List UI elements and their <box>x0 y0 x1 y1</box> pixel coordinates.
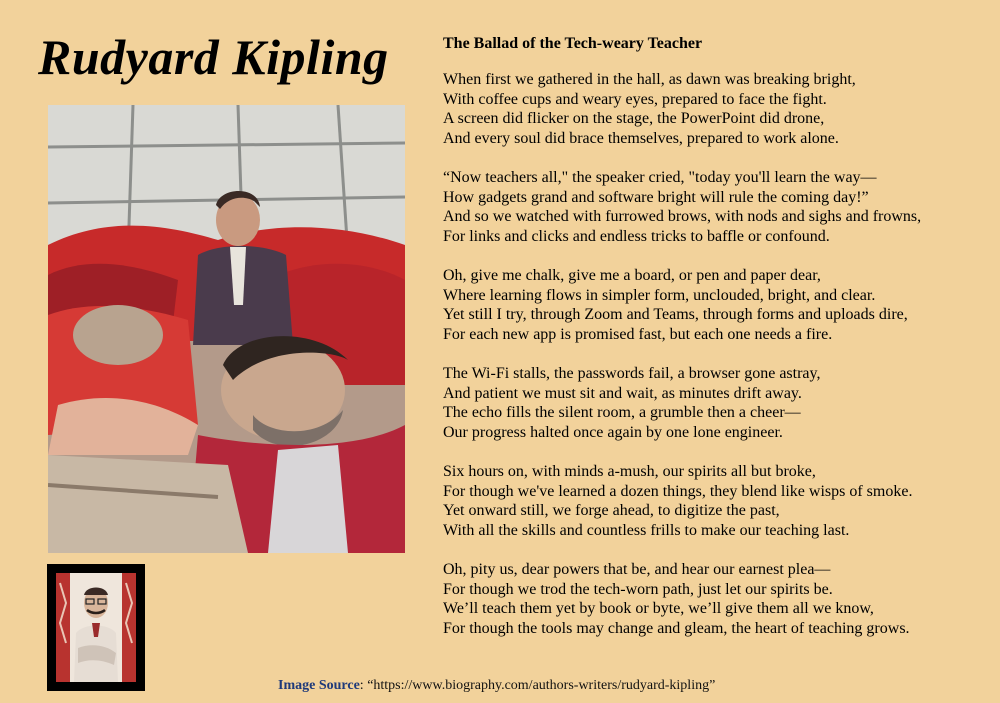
poem-stanza-3 <box>443 266 993 344</box>
poem-line: Oh, pity us, dear powers that be, and hear our earnest plea— <box>443 561 831 578</box>
portrait-frame <box>47 564 145 691</box>
poem-line: With all the skills and countless frills to make our teaching last. <box>443 521 850 539</box>
author-title: Rudyard Kipling <box>38 29 389 85</box>
art-front-left-hair <box>73 305 163 365</box>
image-source-credit <box>278 678 715 694</box>
poem-line: How gadgets grand and software bright will rule the coming day!” <box>443 188 869 206</box>
poem-line: Oh, give me chalk, give me a board, or pen and paper dear, <box>443 267 821 284</box>
poem-stanza-2 <box>443 168 993 246</box>
poem-stanza-5 <box>443 462 993 540</box>
poem-line: Our progress halted once again by one lone engineer. <box>443 423 783 441</box>
poem-line: For links and clicks and endless tricks to baffle or confound. <box>443 227 830 245</box>
sleeping-teachers-artwork <box>48 105 405 553</box>
poem-line: The Wi-Fi stalls, the passwords fail, a browser gone astray, <box>443 365 821 382</box>
poem-line: Six hours on, with minds a-mush, our spirits all but broke, <box>443 463 816 480</box>
poem-title: The Ballad of the Tech-weary Teacher <box>443 35 703 52</box>
art-desk <box>48 455 248 553</box>
poem-line: Where learning flows in simpler form, unclouded, bright, and clear. <box>443 286 876 304</box>
image-source-url: “https://www.biography.com/authors-writers/rudyard-kipling” <box>367 678 716 693</box>
poem-line: And every soul did brace themselves, prepared to work alone. <box>443 129 839 147</box>
poem-line: The echo fills the silent room, a grumble then a cheer— <box>443 404 801 421</box>
poem-line: For though we trod the tech-worn path, just let our spirits be. <box>443 580 833 598</box>
image-source-separator: : <box>359 678 368 693</box>
poem-stanza-1 <box>443 70 993 148</box>
poem-line: For though we've learned a dozen things, they blend like wisps of smoke. <box>443 482 913 500</box>
kipling-portrait <box>56 573 136 682</box>
poem-line: “Now teachers all," the speaker cried, "today you'll learn the way— <box>443 169 877 186</box>
image-source-label: Image Source <box>278 678 360 693</box>
poem-line: With coffee cups and weary eyes, prepared to face the fight. <box>443 90 827 108</box>
poem-stanza-4 <box>443 364 993 442</box>
kipling-portrait-artwork <box>56 573 136 682</box>
poem-stanza-6 <box>443 560 993 638</box>
poem-line: For each new app is promised fast, but each one needs a fire. <box>443 325 833 343</box>
poem-line: And so we watched with furrowed brows, with nods and sighs and frowns, <box>443 208 922 225</box>
poem-line: And patient we must sit and wait, as minutes drift away. <box>443 384 802 402</box>
poem-line: A screen did flicker on the stage, the PowerPoint did drone, <box>443 110 825 127</box>
poem-line: When first we gathered in the hall, as dawn was breaking bright, <box>443 71 856 88</box>
poem-line: Yet still I try, through Zoom and Teams, through forms and uploads dire, <box>443 306 908 323</box>
sleeping-teachers-illustration <box>48 105 405 553</box>
poem-line: For though the tools may change and gleam, the heart of teaching grows. <box>443 619 910 637</box>
poem-line: Yet onward still, we forge ahead, to digitize the past, <box>443 502 780 519</box>
art-front-man-shirt <box>268 445 348 553</box>
poem-line: We’ll teach them yet by book or byte, we’ll give them all we know, <box>443 600 874 617</box>
poem-body <box>443 70 993 658</box>
